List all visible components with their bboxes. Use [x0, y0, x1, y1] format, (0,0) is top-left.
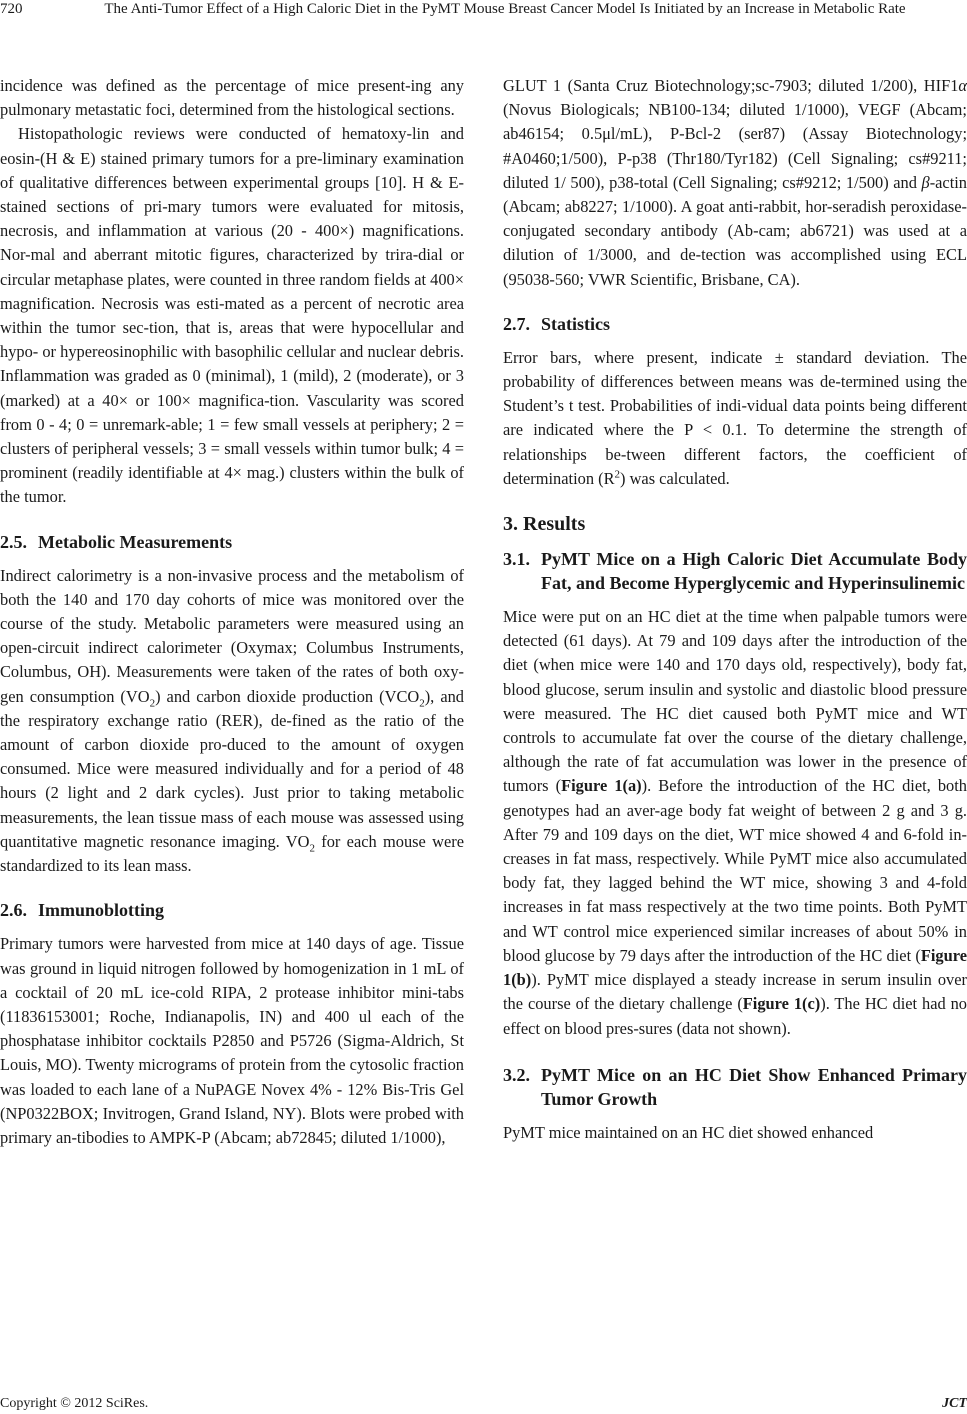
section-heading-3: 3. Results	[503, 513, 586, 536]
page-header	[0, 0, 967, 44]
section-heading-3-2: 3.2. PyMT Mice on an HC Diet Show Enhanced Primary Tumor Growth	[503, 1064, 967, 1109]
journal-abbrev: JCT	[942, 1396, 967, 1411]
paragraph: incidence was defined as the percentage of mice present-ing any pulmonary metastatic foci, determined from the histological sections.	[0, 76, 464, 120]
section-heading-2-6: 2.6. Immunoblotting	[0, 900, 165, 921]
paragraph: GLUT 1 (Santa Cruz Biotechnology;sc-7903; diluted 1/200), HIF1α (Novus Biologicals; NB100-134; diluted 1/1000), VEGF (Abcam; ab46154; 0.5μl/mL), P-Bcl-2 (ser87) (Assay Biotechnology; #A0460;1/500), P-p38 (Thr180/Tyr182) (Cell Signaling; cs#9211; diluted 1/ 500), p38-total (Cell Signaling; cs#9212; 1/500) and β-actin (Abcam; ab8227; 1/1000). A goat anti-rabbit, hor-seradish peroxidase-conjugated secondary antibody (Ab-cam; ab6721) was used at a dilution of 1/3000, and de-tection was accomplished using ECL (95038-560; VWR Scientific, Brisbane, CA).	[503, 76, 967, 289]
section-heading-2-5: 2.5. Metabolic Measurements	[0, 531, 233, 552]
paragraph: Indirect calorimetry is a non-invasive process and the metabolism of both the 140 and 170 day cohorts of mice was monitored over the course of the study. Metabolic parameters were measured using an open-circuit indirect calorimeter (Oxymax; Columbus Instruments, Columbus, OH). Measurements were taken of the rates of both oxy-gen consumption $(VO_2)$ and carbon dioxide production $(VCO_2)$, and the respiratory exchange ratio (RER), de-fined as the ratio of the amount of carbon dioxide pro-duced to the amount of oxygen consumed. Mice were measured individually and for a period of 48 hours (2 light and 2 dark cycles). Just prior to taking metabolic measurements, the lean tissue mass of each mouse was assessed using quantitative magnetic resonance imaging. $VO_2$ for each mouse were standardized to its lean mass.	[0, 565, 464, 876]
paragraph: Mice were put on an HC diet at the time when palpable tumors were detected (61 days). At 79 and 109 days after the introduction of the diet (when mice were 140 and 170 days old, respectively), body fat, blood glucose, serum insulin and systolic and diastolic blood pressure were measured. The HC diet caused both PyMT mice and WT controls to accumulate fat over the course of the dietary challenge, although the rate of fat accumulation was lower in the presence of tumors (Figure 1(a)). Before the introduction of the HC diet, both genotypes had an aver-age body fat weight of between 2 g and 3 g. After 79 and 109 days on the diet, WT mice showed 4 and 6-fold in-creases in fat mass, respectively. While PyMT mice also accumulated body fat, they lagged behind the WT mice, showing 3 and 4-fold increases in fat mass respectively at the two time points. Both PyMT and WT control mice experienced similar increases of about 50% in blood glucose by 79 days after the introduction of the HC diet (Figure 1(b)). PyMT mice displayed a steady increase in serum insulin over the course of the dietary challenge (Figure 1(c)). The HC diet had no effect on blood pres-sures (data not shown).	[503, 607, 967, 1038]
section-heading-3-1: 3.1. PyMT Mice on a High Caloric Diet Accumulate Body Fat, and Become Hyperglycemic and Hyperinsulinemic	[503, 549, 967, 594]
left-column	[0, 74, 464, 1150]
paragraph: Primary tumors were harvested from mice at 140 days of age. Tissue was ground in liquid nitrogen followed by homogenization in 1 mL of a cocktail of 20 mL ice-cold RIPA, 2 protease inhibitor mini-tabs (11836153001; Roche, Indianapolis, IN) and 400 ul each of the phosphatase inhibitor cocktails P2850 and P5726 (Sigma-Aldrich, St Louis, MO). Twenty micrograms of protein from the cytosolic fraction was loaded to each lane of a NuPAGE Novex 4% - 12% Bis-Tris Gel (NP0322BOX; Invitrogen, Grand Island, NY). Blots were probed with primary an-tibodies to AMPK-P (Abcam; ab72845; diluted 1/1000),	[0, 934, 464, 1147]
running-title: The Anti-Tumor Effect of a High Caloric Diet in the PyMT Mouse Breast Cancer Model Is Initiated by an Increase in Metabolic Rate	[104, 1, 906, 17]
paragraph: Histopathologic reviews were conducted of hematoxy-lin and eosin-(H & E) stained primary tumors for a pre-liminary examination of qualitative differences between experimental groups [10]. H & E-stained sections of pri-mary tumors were evaluated for mitosis, necrosis, and inflammation at various (20 - 400×) magnifications. Nor-mal and aberrant mitotic figures, characterized by trira-dial or circular metaphase plates, were counted in three random fields at 400× magnification. Necrosis was esti-mated as a percent of necrotic area within the tumor sec-tion, that is, areas that were hypocellular and hypo- or hypereosinophilic with basophilic cellular and nuclear debris. Inflammation was graded as 0 (minimal), 1 (mild), 2 (moderate), or 3 (marked) at a 40× or 100× magnifica-tion. Vascularity was scored from 0 - 4; 0 = unremark-able; 1 = few small vessels at periphery; 2 = clusters of peripheral vessels; 3 = small vessels within tumor bulk; 4 = prominent (readily identifiable at 4× mag.) clusters within the bulk of the tumor.	[0, 124, 464, 507]
right-column	[503, 74, 967, 1145]
copyright-notice: Copyright © 2012 SciRes.	[0, 1396, 149, 1411]
page-number: 720	[0, 1, 23, 17]
paragraph: PyMT mice maintained on an HC diet showed enhanced	[503, 1122, 874, 1142]
section-heading-2-7: 2.7. Statistics	[503, 313, 610, 334]
paragraph: Error bars, where present, indicate ± standard deviation. The probability of differences between means was de-termined using the Student’s t test. Probabilities of indi-vidual data points being different are indicated where the P < 0.1. To determine the strength of relationships be-tween different factors, the coefficient of determination $(R^2)$ was calculated.	[503, 347, 967, 488]
